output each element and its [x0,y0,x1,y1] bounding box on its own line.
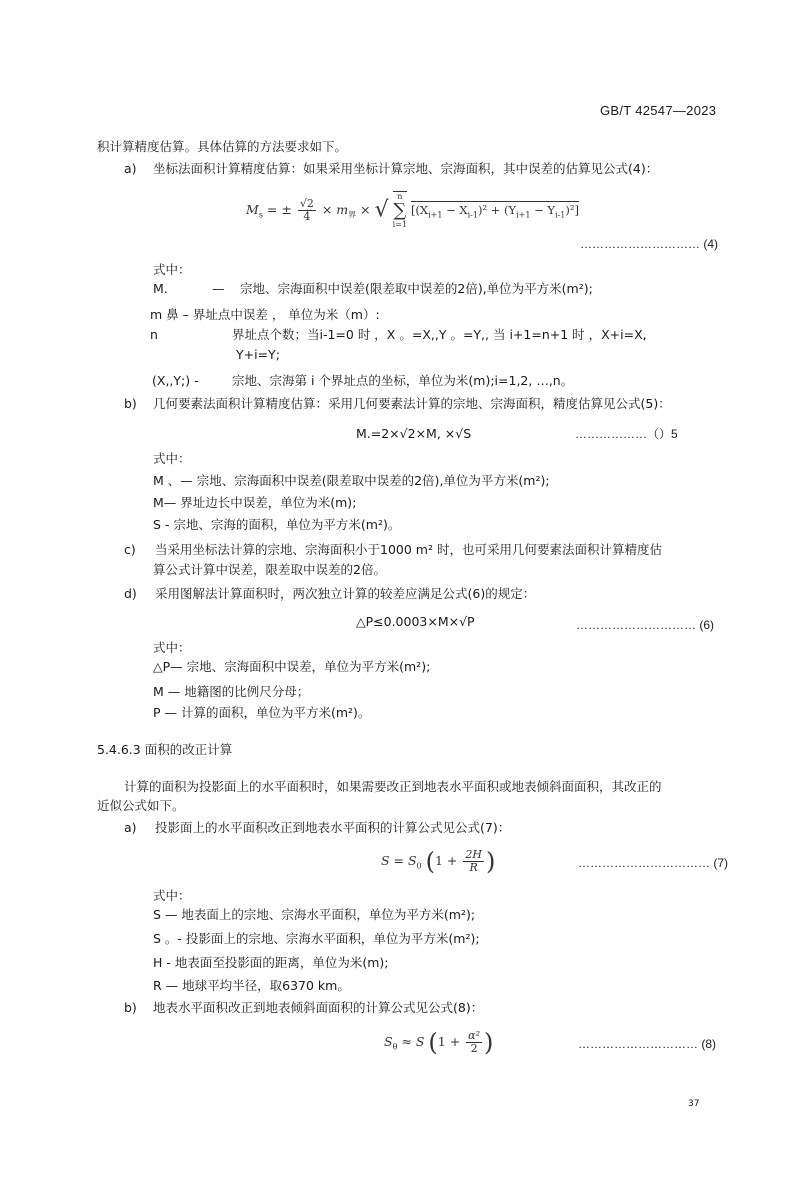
definition-text: Y+i=Y; [236,347,280,362]
formula-part: )²] [565,203,579,217]
fraction-numerator: α² [468,1029,480,1042]
fraction-denominator: R [469,861,478,874]
section-title: 5.4.6.3 面积的改正计算 [97,742,233,757]
right-paren-icon: ) [484,1028,494,1057]
paragraph: 计算的面积为投影面上的水平面积时，如果需要改正到地表水平面积或地表倾斜面面积，其改正的 [124,779,662,794]
definition-symbol: (X,,Y;) - [152,373,199,388]
formula-symbol: = ± [266,202,292,217]
formula-symbol: M [246,202,259,217]
formula-8 [384,1024,493,1060]
list-marker: b) [124,1000,137,1015]
formula-reference: ………………………… (8) [578,1037,716,1051]
left-paren-icon: ( [425,847,435,876]
where-label: 式中： [153,640,191,655]
formula-part: 1 + [437,1034,461,1049]
formula-6: △P≤0.0003×M×√P [356,614,475,629]
formula-subscript: i-1 [555,210,566,220]
formula-part: − X [442,203,468,217]
where-label: 式中： [153,262,191,277]
definition-text: △P— 宗地、宗海面积中误差，单位为平方米(m²); [153,659,431,674]
formula-subscript: θ [392,1042,398,1052]
definition-symbol: M. [153,281,168,296]
formula-reference: …………………………… (7) [578,856,728,870]
fraction-numerator: 2H [465,848,482,861]
sum-lower: i=1 [392,220,407,229]
formula-subscript: s [258,210,263,220]
standard-id-header: GB/T 42547—2023 [600,103,717,118]
definition-dash: — [212,281,225,296]
list-marker: b) [124,396,137,411]
definition-text: S — 地表面上的宗地、宗海水平面积，单位为平方米(m²); [153,907,476,922]
formula-part: − Y [530,203,555,217]
list-marker: a) [124,820,137,835]
formula-subscript: 0 [416,861,422,871]
text-line: 几何要素法面积计算精度估算：采用几何要素法计算的宗地、宗海面积，精度估算见公式(5)： [153,396,671,411]
definition-symbol: n [150,327,158,342]
formula-subscript: 界 [348,210,357,220]
definition-text: S - 宗地、宗海的面积，单位为平方米(m²)。 [153,517,401,532]
text-line: 投影面上的水平面积改正到地表水平面积的计算公式见公式(7)： [155,820,511,835]
formula-reference: ………………（）5 [575,427,678,441]
fraction-denominator: 2 [470,1042,478,1055]
formula-body [410,201,579,220]
definition-text: P — 计算的面积，单位为平方米(m²)。 [153,705,371,720]
text-line: 积计算精度估算。具体估算的方法要求如下。 [97,139,348,154]
definition-text: H - 地表面至投影面的距离，单位为米(m); [153,955,389,970]
definition-text: R — 地球平均半径，取6370 km。 [153,978,350,993]
formula-7 [381,843,495,879]
text-line: 采用图解法计算面积时，两次独立计算的较差应满足公式(6)的规定： [155,586,536,601]
definition-text: 宗地、宗海面积中误差(限差取中误差的2倍),单位为平方米(m²); [240,281,593,296]
formula-part: 1 + [435,853,458,868]
fraction-denominator: 4 [303,210,311,223]
definition-text: M 、— 宗地、宗海面积中误差(限差取中误差的2倍),单位为平方米(m²); [153,473,550,488]
definition-text: M— 界址边长中误差，单位为米(m); [153,495,357,510]
formula-subscript: i+1 [428,210,443,220]
formula-reference: ………………………… (4) [580,237,718,251]
fraction-numerator: √2 [299,197,314,210]
definition-text: 宗地、宗海第 i 个界址点的坐标，单位为米(m);i=1,2, …,n。 [232,373,574,388]
formula-part: [(X [410,203,429,217]
formula-symbol: × m [321,202,349,217]
summation [393,191,407,230]
list-marker: d) [124,586,137,601]
formula-symbol: × [360,202,371,217]
left-paren-icon: ( [428,1028,438,1057]
formula-symbol: S = S [381,853,417,868]
text-line: 地表水平面积改正到地表倾斜面面积的计算公式见公式(8)： [153,1000,484,1015]
definition-text: m 鼻 – 界址点中误差 ， 单位为米（m）: [150,307,380,322]
formula-fraction [463,849,484,874]
definition-text: 界址点个数；当i-1=0 时 ，X 。=X,,Y 。=Y,, 当 i+1=n+1 时 ，X+i=X, [232,327,647,342]
formula-symbol: S [384,1034,393,1049]
formula-fraction [466,1030,482,1055]
sum-upper: n [397,192,403,201]
list-marker: a) [124,161,137,176]
formula-4 [246,191,579,227]
formula-subscript: i+1 [516,210,531,220]
definition-text: S 。- 投影面上的宗地、宗海水平面积，单位为平方米(m²); [153,931,480,946]
formula-part: )² + (Y [477,203,517,217]
text-line: 算公式计算中误差，限差取中误差的2倍。 [153,562,386,577]
list-marker: c) [124,542,136,557]
page-number: 37 [688,1099,700,1109]
where-label: 式中： [153,888,191,903]
formula-reference: ………………………… (6) [576,618,714,632]
formula-fraction [298,198,316,223]
formula-symbol: ≈ S [401,1034,425,1049]
paragraph: 近似公式如下。 [97,798,185,813]
definition-text: M — 地籍图的比例尺分母； [153,684,310,699]
formula-5: M.=2×√2×M, ×√S [356,426,472,441]
sqrt-icon: √ [374,197,389,223]
text-line: 坐标法面积计算精度估算：如果采用坐标计算宗地、宗海面积，其中误差的估算见公式(4)： [153,161,659,176]
right-paren-icon: ) [485,847,496,876]
where-label: 式中： [153,451,191,466]
formula-subscript: i-1 [467,210,478,220]
text-line: 当采用坐标法计算的宗地、宗海面积小于1000 m² 时，也可采用几何要素法面积计算精度估 [155,542,662,557]
sigma-icon: ∑ [393,200,407,221]
